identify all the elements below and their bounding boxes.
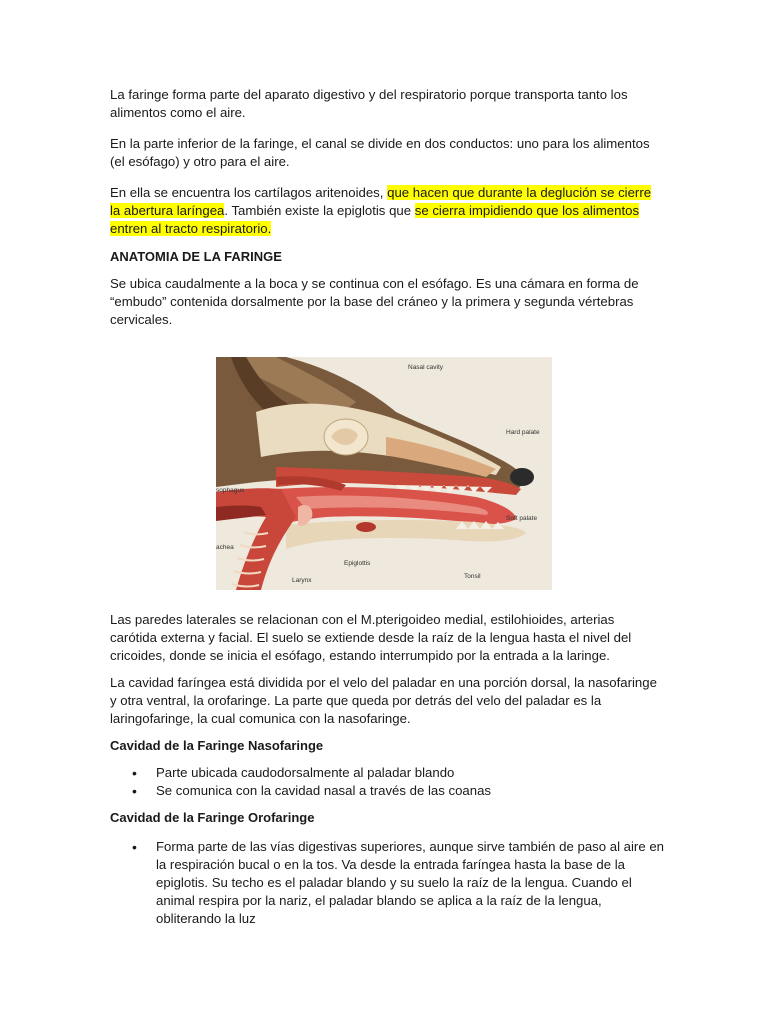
label-larynx: Larynx [292, 577, 312, 584]
pharynx-anatomy-figure [216, 357, 552, 590]
intro-paragraph-3 [110, 184, 658, 238]
intro-p3-text-c: . También existe la epiglotis que [224, 203, 415, 218]
highlight-deglucion: que hacen que durante la deglución se cierre la abertura laríngea [110, 185, 652, 218]
label-hard-palate: Hard palate [506, 429, 540, 436]
highlight-epiglotis: se cierra impidiendo que los alimentos entren al tracto respiratorio. [110, 203, 640, 236]
nasofaringe-list [110, 764, 670, 800]
label-epiglottis: Epiglottis [344, 560, 371, 567]
label-soft-palate: Soft palate [506, 515, 538, 522]
label-tonsil: Tonsil [464, 573, 481, 580]
body-paragraph-1: Las paredes laterales se relacionan con el M.pterigoideo medial, estilohioides, arterias carótida externa y facial. El suelo se extiende desde la raíz de la lengua hasta el nivel del cricoides, donde se inicia el esófago, estando interrumpido por la entrada a la laringe. [110, 612, 632, 663]
anatomy-heading: ANATOMIA DE LA FARINGE [110, 249, 282, 264]
orofaringe-heading: Cavidad de la Faringe Orofaringe [110, 810, 315, 825]
label-esophagus: sophagus [216, 487, 245, 494]
intro-paragraph-1: La faringe forma parte del aparato digestivo y del respiratorio porque transporta tanto los alimentos como el aire. [110, 87, 628, 120]
intro-p3-text-a: En ella se encuentra los cartílagos aritenoides, [110, 185, 388, 200]
nasofaringe-heading: Cavidad de la Faringe Nasofaringe [110, 738, 324, 753]
list-item: • Parte ubicada caudodorsalmente al paladar blando [110, 764, 670, 782]
orofaringe-list [110, 838, 670, 928]
label-trachea: achea [216, 544, 234, 551]
dog-head-illustration [216, 357, 552, 590]
list-item: • Se comunica con la cavidad nasal a través de las coanas [110, 782, 670, 800]
label-nasal-cavity: Nasal cavity [408, 364, 444, 371]
body-paragraph-2: La cavidad faríngea está dividida por el velo del paladar en una porción dorsal, la nasofaringe y otra ventral, la orofaringe. La parte que queda por detrás del velo del paladar es la laringofaringe, la cual comunica con la nasofaringe. [110, 675, 657, 726]
anatomy-paragraph: Se ubica caudalmente a la boca y se continua con el esófago. Es una cámara en forma de “embudo” contenida dorsalmente por la base del cráneo y la primera y segunda vértebras cervicales. [110, 276, 639, 327]
intro-paragraph-2: En la parte inferior de la faringe, el canal se divide en dos conductos: uno para los alimentos (el esófago) y otro para el aire. [110, 136, 650, 169]
list-item: • Forma parte de las vías digestivas superiores, aunque sirve también de paso al aire en la respiración bucal o en la tos. Va desde la entrada faríngea hasta la base de la epiglotis. Su techo es el paladar blando y su suelo la raíz de la lengua. Cuando el animal respira por la nariz, el paladar blando se aplica a la raíz de la lengua, obliterando la luz [110, 838, 670, 928]
